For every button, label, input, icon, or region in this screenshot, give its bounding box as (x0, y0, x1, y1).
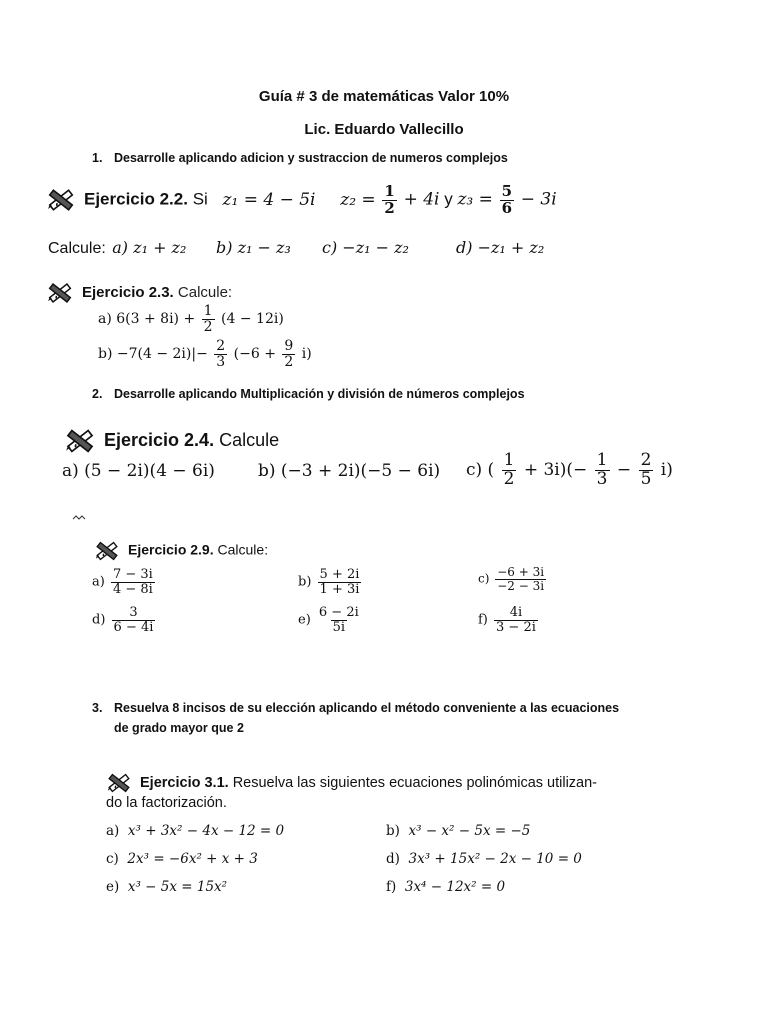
ex23-b-denominator-1: 3 (216, 353, 226, 370)
ex23-b-fraction-2 (282, 339, 295, 369)
ex29-item-b-denominator: 1 + 3i (319, 581, 360, 597)
ex31-item-f-equation: 3x⁴ − 12x² = 0 (404, 879, 506, 895)
ex24-c-pre: c) ( (466, 459, 495, 480)
ex23-a-post: (4 − 12i) (221, 311, 284, 328)
ex29-item-c (478, 566, 548, 592)
ex31-item-d-equation: 3x³ + 15x² − 2x − 10 = 0 (408, 851, 582, 867)
ex29-item-a-letter: a) (92, 574, 105, 590)
ex29-item-c-denominator: −2 − 3i (497, 578, 545, 593)
ex23-b-numerator-2: 9 (284, 338, 294, 354)
z3-fraction (500, 184, 514, 217)
ex31-item-b-letter: b) (386, 823, 400, 839)
ex31-item-e (106, 879, 227, 895)
ex29-item-d-letter: d) (92, 612, 106, 628)
exercise-3-1-label: Ejercicio 3.1. (140, 774, 229, 791)
ex23-a-fraction (202, 304, 215, 334)
exercise-2-3-a (98, 304, 284, 334)
exercise-2-4-heading (64, 428, 279, 454)
ex29-item-f-denominator: 3 − 2i (496, 619, 536, 635)
ex31-item-c (106, 851, 258, 867)
ex23-a-numerator: 1 (203, 303, 213, 319)
section-1-text: Desarrolle aplicando adicion y sustraccion de numeros complejos (114, 151, 508, 165)
ex24-c-post: i) (660, 459, 673, 480)
exercise-2-9-heading (94, 540, 268, 562)
pencil-ruler-icon (64, 428, 96, 454)
ex31-item-a (106, 823, 284, 839)
ex23-b-fraction-1 (214, 339, 227, 369)
z3-lhs: z₃ = (457, 189, 493, 210)
z3-denominator: 6 (501, 198, 513, 217)
section-1 (92, 151, 508, 165)
ex23-a-pre: a) 6(3 + 8i) + (98, 311, 196, 328)
ex31-item-c-letter: c) (106, 851, 119, 867)
task-a: a) z₁ + z₂ (112, 238, 187, 257)
ex29-item-b-numerator: 5 + 2i (319, 567, 360, 582)
z2-lhs: z₂ = (340, 189, 376, 210)
pencil-ruler-icon (106, 772, 132, 794)
z1-definition: z₁ = 4 − 5i (222, 189, 316, 210)
section-1-number: 1. (92, 151, 103, 165)
section-3-line-2: de grado mayor que 2 (114, 721, 244, 735)
section-2-number: 2. (92, 387, 103, 401)
ex29-item-c-fraction (495, 566, 546, 592)
ex31-item-d (386, 851, 582, 867)
exercise-2-3-word: Calcule: (177, 283, 233, 301)
ex29-item-e (298, 606, 363, 634)
exercise-3-1-line-2: do la factorización. (106, 795, 227, 811)
ex29-item-e-numerator: 6 − 2i (318, 605, 359, 620)
ex31-item-b (386, 823, 530, 839)
ex24-a: a) (5 − 2i)(4 − 6i) (62, 461, 215, 481)
ex29-item-f-numerator: 4i (509, 605, 523, 620)
ex31-item-e-letter: e) (106, 879, 120, 895)
ex29-item-e-letter: e) (298, 612, 311, 628)
task-b: b) z₁ − z₃ (216, 238, 291, 257)
section-3-number: 3. (92, 701, 103, 715)
exercise-2-4-word: Calcule (219, 429, 280, 450)
ex24-c-denominator-3: 5 (640, 468, 652, 489)
ex23-b-post: i) (301, 346, 312, 363)
z2-rest: + 4i (403, 189, 440, 210)
ex23-b-numerator-1: 2 (216, 338, 226, 354)
pencil-ruler-icon (46, 282, 74, 304)
ex24-c-minus: − (616, 459, 632, 480)
ex29-item-f-letter: f) (478, 612, 488, 628)
ex24-c-numerator-1: 1 (503, 450, 515, 470)
ex29-item-c-letter: c) (478, 571, 490, 586)
ex29-item-d (92, 606, 157, 634)
section-3 (92, 701, 619, 715)
ex24-c-denominator-1: 2 (503, 468, 515, 489)
ex23-b-pre: b) −7(4 − 2i)|− (98, 346, 208, 363)
section-2-text: Desarrolle aplicando Multiplicación y división de números complejos (114, 387, 525, 401)
ex24-b: b) (−3 + 2i)(−5 − 6i) (258, 461, 441, 481)
z2-fraction (382, 184, 396, 217)
ex31-item-a-equation: x³ + 3x² − 4x − 12 = 0 (127, 823, 285, 839)
ex29-item-b-fraction (318, 568, 362, 596)
exercise-2-2-heading (46, 184, 557, 217)
ex31-item-f-letter: f) (386, 879, 397, 895)
ex24-c-denominator-2: 3 (596, 468, 608, 489)
ex23-b-denominator-2: 2 (284, 353, 294, 370)
z3-rest: − 3i (520, 189, 557, 210)
ex29-item-a-fraction (111, 568, 155, 596)
ex31-item-b-equation: x³ − x² − 5x = −5 (408, 823, 531, 839)
exercise-3-1-heading (106, 772, 597, 794)
ex29-item-b-letter: b) (298, 574, 312, 590)
exercise-2-2-label: Ejercicio 2.2. (84, 189, 188, 209)
ex29-item-f-fraction (494, 606, 538, 634)
page-title: Guía # 3 de matemáticas Valor 10% (258, 88, 510, 105)
exercise-2-3-heading (46, 282, 232, 304)
exercise-3-1-line-1: Resuelva las siguientes ecuaciones polinómicas utilizan- (232, 774, 598, 791)
si-word: Si (192, 189, 208, 209)
ex29-item-c-numerator: −6 + 3i (497, 565, 545, 579)
ex24-c-fraction-2 (595, 452, 610, 489)
ex29-item-a-numerator: 7 − 3i (112, 567, 153, 582)
pencil-ruler-icon (94, 540, 120, 562)
ex29-item-e-denominator: 5i (332, 619, 346, 635)
z2-denominator: 2 (384, 198, 395, 217)
exercise-2-3-label: Ejercicio 2.3. (82, 283, 174, 301)
exercise-2-3-b (98, 339, 312, 369)
ex31-item-a-letter: a) (106, 823, 120, 839)
task-d: d) −z₁ + z₂ (456, 238, 545, 257)
exercise-2-4-label: Ejercicio 2.4. (104, 429, 215, 450)
ex31-item-d-letter: d) (386, 851, 400, 867)
ex29-item-f (478, 606, 540, 634)
ex29-item-d-denominator: 6 − 4i (113, 619, 154, 635)
ex31-item-e-equation: x³ − 5x = 15x² (127, 879, 228, 895)
z2-numerator: 1 (384, 182, 395, 200)
ex24-c-fraction-3 (639, 452, 654, 489)
ex23-b-mid: (−6 + (233, 346, 276, 363)
ex29-item-a (92, 568, 157, 596)
exercise-2-2-tasks (48, 238, 186, 258)
ex23-a-denominator: 2 (203, 318, 213, 335)
section-2 (92, 387, 525, 401)
section-3-line-1: Resuelva 8 incisos de su elección aplicando el método conveniente a las ecuaciones (114, 701, 620, 715)
ex31-item-c-equation: 2x³ = −6x² + x + 3 (127, 851, 258, 867)
ex29-item-e-fraction (317, 606, 361, 634)
ex24-c (466, 452, 673, 489)
ex29-item-a-denominator: 4 − 8i (112, 581, 153, 597)
ex24-c-mid: + 3i)(− (523, 459, 588, 480)
exercise-2-9-word: Calcule: (217, 541, 269, 558)
pencil-ruler-icon (46, 188, 76, 212)
y-word: y (444, 189, 453, 209)
z3-numerator: 5 (501, 182, 513, 200)
ex29-item-d-fraction (112, 606, 156, 634)
ex29-item-b (298, 568, 363, 596)
ex24-c-numerator-3: 2 (640, 450, 652, 470)
ex31-item-f (386, 879, 505, 895)
calcule-word: Calcule: (48, 240, 106, 257)
task-c: c) −z₁ − z₂ (322, 238, 409, 257)
ex24-c-numerator-2: 1 (596, 450, 608, 470)
scan-artifact (72, 508, 86, 512)
exercise-2-9-label: Ejercicio 2.9. (128, 541, 214, 558)
ex29-item-d-numerator: 3 (129, 605, 138, 620)
ex24-c-fraction-1 (502, 452, 517, 489)
author-name: Lic. Eduardo Vallecillo (304, 121, 464, 138)
